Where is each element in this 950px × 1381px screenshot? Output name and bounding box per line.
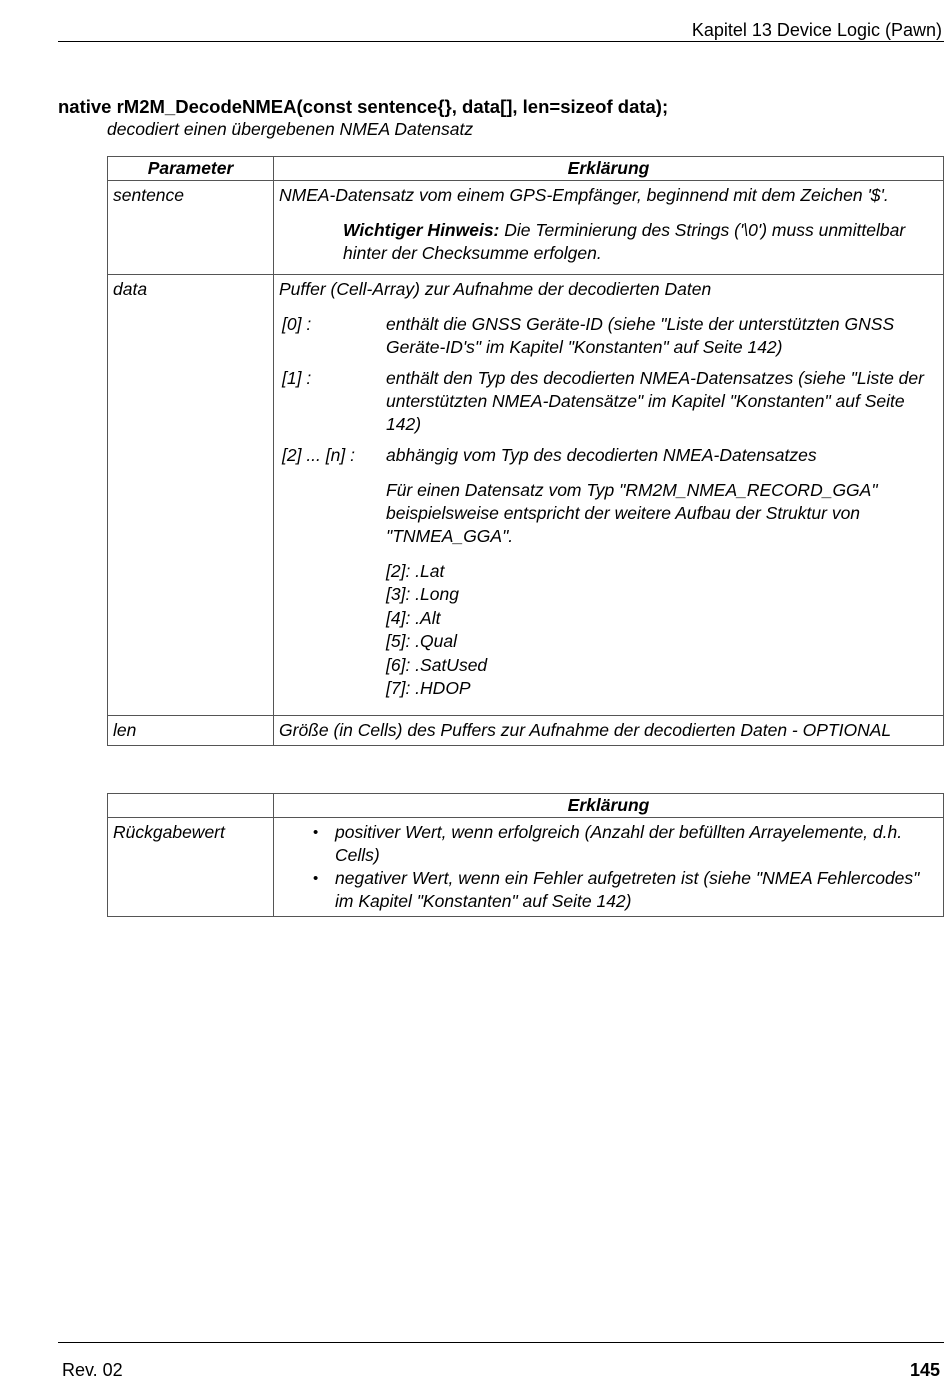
column-header-parameter: Parameter xyxy=(108,157,274,181)
return-list xyxy=(279,821,939,913)
data-index-2-n xyxy=(279,444,939,467)
gga-field-list xyxy=(386,560,939,700)
param-desc-sentence xyxy=(274,181,944,275)
revision-label: Rev. 02 xyxy=(62,1360,123,1380)
gga-example: Für einen Datensatz vom Typ "RM2M_NMEA_RECORD_GGA" beispielsweise entspricht der weitere Aufbau der Struktur von "TNMEA_GGA". xyxy=(386,480,878,546)
important-note xyxy=(343,219,939,265)
table-row-return xyxy=(108,818,944,917)
table-header-row xyxy=(108,794,944,818)
field-item: [7]: .HDOP xyxy=(386,678,471,699)
param-name-sentence: sentence xyxy=(108,181,274,275)
index-1-value: enthält den Typ des decodierten NMEA-Datensatzes (siehe "Liste der unterstützten NMEA-Datensätze" im Kapitel "Konstanten" auf Seite 142) xyxy=(386,368,924,434)
index-2-n-key: [2] ... [n] : xyxy=(282,445,355,465)
column-header-empty xyxy=(108,794,274,818)
table-header-row xyxy=(108,157,944,181)
param-name-data: data xyxy=(108,275,274,716)
chapter-header: Kapitel 13 Device Logic (Pawn) xyxy=(691,20,942,40)
return-label: Rückgabewert xyxy=(108,818,274,917)
data-description: Puffer (Cell-Array) zur Aufnahme der decodierten Daten xyxy=(279,279,712,299)
table-row-len xyxy=(108,716,944,746)
index-1-key: [1] : xyxy=(282,368,312,388)
data-index-0 xyxy=(279,313,939,359)
field-item: [6]: .SatUsed xyxy=(386,654,488,675)
table-row-data xyxy=(108,275,944,716)
column-header-explanation: Erklärung xyxy=(274,794,944,818)
return-value-table xyxy=(107,793,944,917)
return-desc xyxy=(274,818,944,917)
header-divider xyxy=(58,41,944,42)
list-item: • negativer Wert, wenn ein Fehler aufgetreten ist (siehe "NMEA Fehlercodes" im Kapitel "Konstanten" auf Seite 142) xyxy=(335,867,939,913)
sentence-description: NMEA-Datensatz vom einem GPS-Empfänger, beginnend mit dem Zeichen '$'. xyxy=(279,185,889,205)
param-name-len: len xyxy=(108,716,274,746)
field-item: [2]: .Lat xyxy=(386,561,445,581)
index-0-key: [0] : xyxy=(282,314,312,334)
column-header-explanation: Erklärung xyxy=(274,157,944,181)
index-0-value: enthält die GNSS Geräte-ID (siehe "Liste der unterstützten GNSS Geräte-ID's" im Kapitel "Konstanten" auf Seite 142) xyxy=(386,314,895,357)
footer-divider xyxy=(58,1342,944,1343)
table-row-sentence xyxy=(108,181,944,275)
param-desc-len: Größe (in Cells) des Puffers zur Aufnahme der decodierten Daten - OPTIONAL xyxy=(274,716,944,746)
field-item: [5]: .Qual xyxy=(386,631,458,652)
param-desc-data xyxy=(274,275,944,716)
field-item: [3]: .Long xyxy=(386,584,459,605)
parameter-table xyxy=(107,156,944,746)
note-label: Wichtiger Hinweis: xyxy=(343,220,500,240)
field-item: [4]: .Alt xyxy=(386,607,441,628)
list-item: • positiver Wert, wenn erfolgreich (Anzahl der befüllten Arrayelemente, d.h. Cells) xyxy=(335,821,939,867)
page-number: 145 xyxy=(909,1360,940,1380)
note-text: Die Terminierung des Strings ('\0') muss unmittelbar hinter der Checksumme erfolgen. xyxy=(343,220,906,263)
function-signature: native rM2M_DecodeNMEA(const sentence{}, data[], len=sizeof data); xyxy=(58,96,669,117)
data-index-1 xyxy=(279,367,939,436)
function-description: decodiert einen übergebenen NMEA Datensatz xyxy=(107,119,474,139)
index-2-n-value: abhängig vom Typ des decodierten NMEA-Datensatzes xyxy=(386,445,817,465)
